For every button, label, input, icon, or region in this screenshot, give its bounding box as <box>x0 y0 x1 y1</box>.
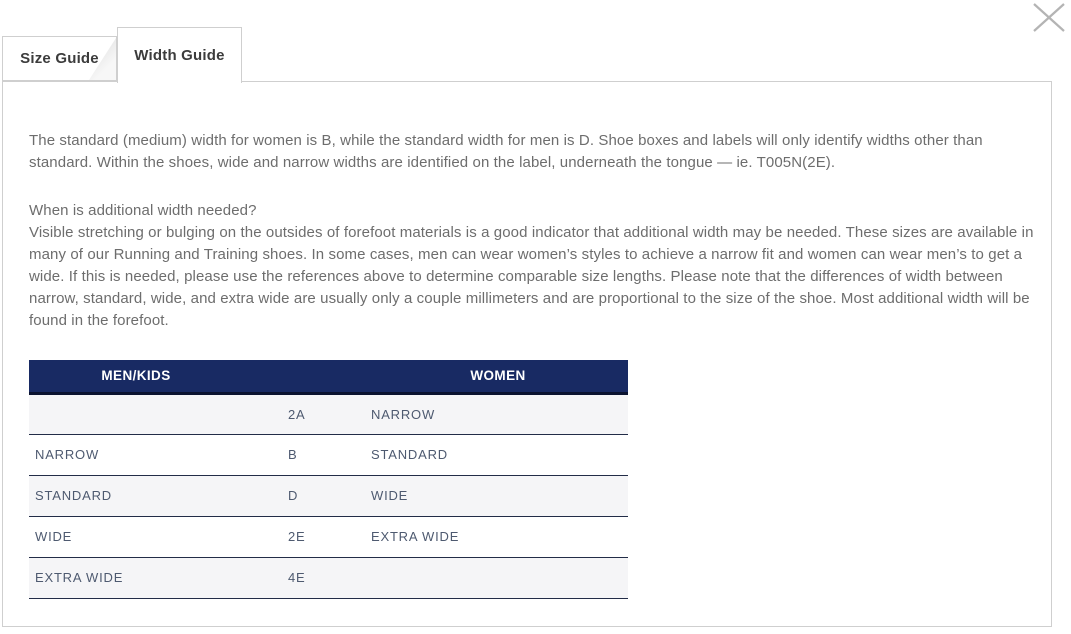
table-cell <box>368 557 628 598</box>
tab-size-guide-label: Size Guide <box>20 50 99 67</box>
table-cell: STANDARD <box>29 475 243 516</box>
header-men-kids: MEN/KIDS <box>29 360 243 393</box>
intro-paragraph: The standard (medium) width for women is B, while the standard width for men is D. Shoe boxes and labels will only identify widths other than standard. Within the shoes, wide and narrow widths are identified on the label, underneath the tongue — ie. T005N(2E). <box>29 132 983 171</box>
table-cell: 4E <box>243 557 368 598</box>
additional-width-paragraph <box>29 200 1037 332</box>
paragraph-body: Visible stretching or bulging on the outsides of forefoot materials is a good indicator that additional width may be needed. These sizes are available in many of our Running and Training shoes. In some cases, men can wear women’s styles to achieve a narrow fit and women can wear men’s to get a wide. If this is needed, please use the references above to determine comparable size lengths. Please note that the differences of width between narrow, standard, wide, and extra wide are usually only a couple millimeters and are proportional to the size of the shoe. Most additional width will be found in the forefoot. <box>29 224 1034 329</box>
table-cell: NARROW <box>368 393 628 434</box>
tab-width-guide[interactable] <box>117 27 242 83</box>
table-row <box>29 434 628 475</box>
table-cell: D <box>243 475 368 516</box>
paragraph-heading: When is additional width needed? <box>29 202 257 219</box>
close-icon <box>1031 2 1067 34</box>
close-button[interactable] <box>1031 2 1067 34</box>
width-guide-panel <box>2 81 1052 627</box>
header-code-column <box>243 360 368 393</box>
table-row <box>29 393 628 434</box>
table-cell: WIDE <box>368 475 628 516</box>
table-cell: 2E <box>243 516 368 557</box>
table-row <box>29 557 628 598</box>
table-row <box>29 516 628 557</box>
width-comparison-table <box>29 360 628 599</box>
tab-size-guide[interactable] <box>2 36 117 81</box>
table-cell: WIDE <box>29 516 243 557</box>
table-header-row <box>29 360 628 393</box>
table-cell <box>29 393 243 434</box>
table-cell: B <box>243 434 368 475</box>
tab-width-guide-label: Width Guide <box>134 47 225 64</box>
table-cell: NARROW <box>29 434 243 475</box>
table-cell: EXTRA WIDE <box>29 557 243 598</box>
header-women: WOMEN <box>368 360 628 393</box>
table-cell: 2A <box>243 393 368 434</box>
table-cell: STANDARD <box>368 434 628 475</box>
table-cell: EXTRA WIDE <box>368 516 628 557</box>
table-row <box>29 475 628 516</box>
